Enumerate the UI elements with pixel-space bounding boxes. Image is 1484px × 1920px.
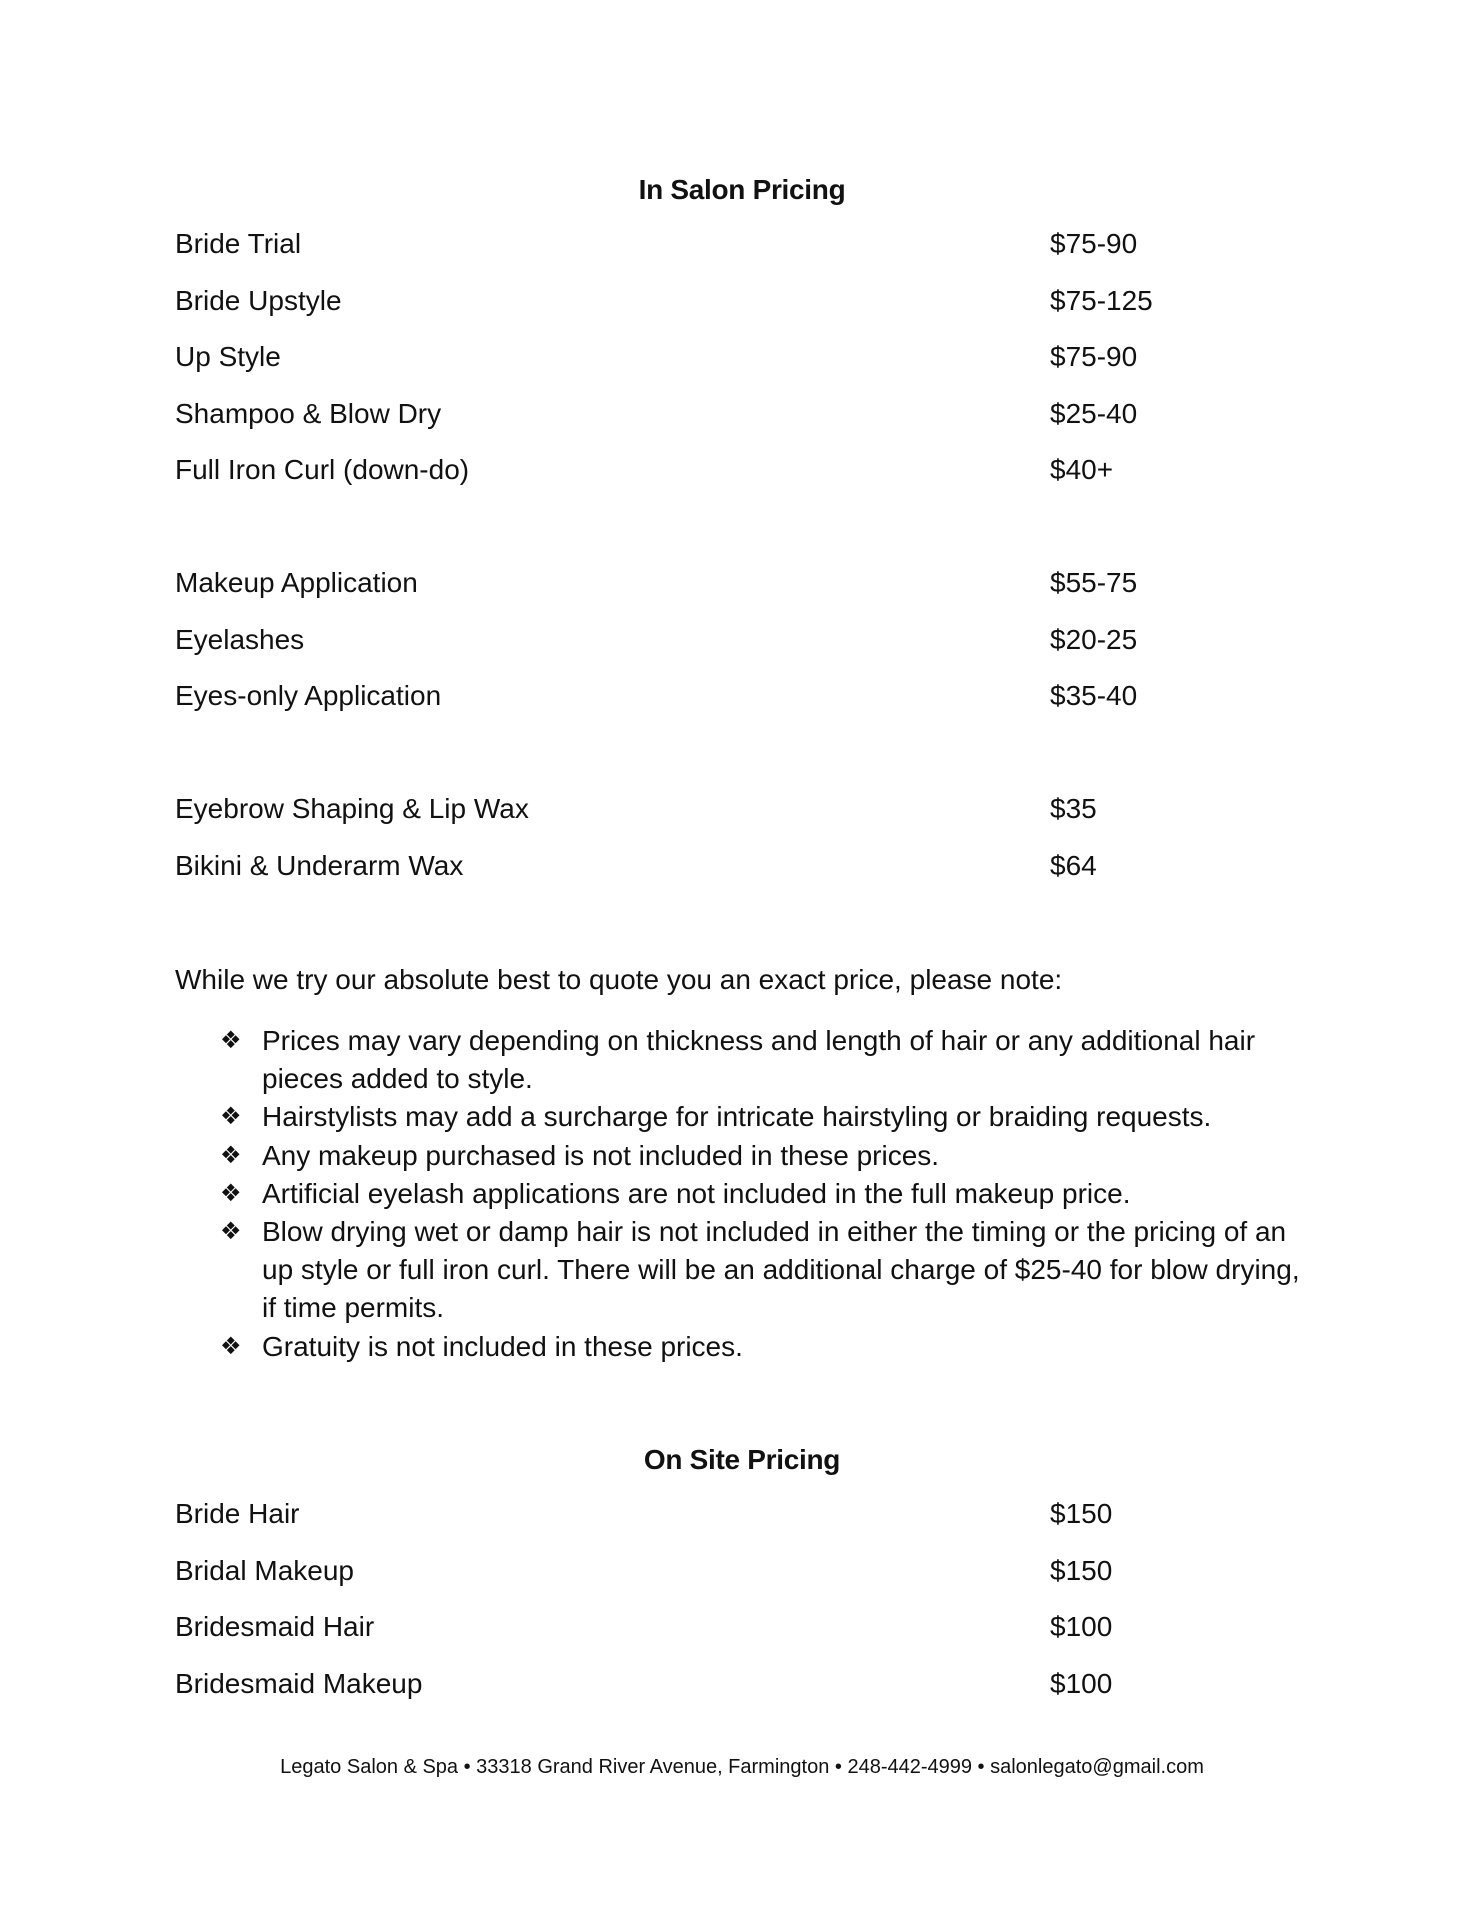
note-text: Artificial eyelash applications are not included in the full makeup price. — [262, 1177, 1131, 1209]
diamond-bullet-icon: ❖ — [220, 1027, 242, 1054]
price-row-bridal-makeup — [175, 1555, 1325, 1595]
service-price: $35 — [1050, 793, 1097, 824]
diamond-bullet-icon: ❖ — [220, 1179, 242, 1207]
service-price: $75-90 — [1050, 341, 1138, 372]
list-item — [220, 1137, 1320, 1175]
service-price: $25-40 — [1050, 398, 1138, 429]
service-price: $100 — [1050, 1611, 1113, 1642]
list-item — [220, 1213, 1320, 1328]
price-row-bridesmaid-makeup — [175, 1668, 1325, 1708]
note-text: Blow drying wet or damp hair is not included in either the timing or the pricing of an up style or full iron curl. There will be an additional charge of $25-40 for blow drying, if time permits. — [262, 1216, 1300, 1324]
diamond-bullet-icon: ❖ — [220, 1141, 242, 1169]
service-price: $40+ — [1050, 454, 1114, 485]
price-row-bride-trial — [175, 228, 1325, 268]
diamond-bullet-icon: ❖ — [220, 1332, 242, 1360]
price-row-bride-upstyle — [175, 285, 1325, 325]
service-price: $75-90 — [1050, 228, 1138, 259]
price-row-full-iron-curl — [175, 454, 1325, 494]
service-label: Shampoo & Blow Dry — [175, 398, 442, 429]
diamond-bullet-icon: ❖ — [220, 1103, 242, 1131]
service-label: Full Iron Curl (down-do) — [175, 454, 470, 485]
service-label: Makeup Application — [175, 567, 418, 598]
price-row-bride-hair — [175, 1498, 1325, 1538]
list-item — [220, 1022, 1320, 1098]
service-label: Eyes-only Application — [175, 680, 442, 711]
on-site-title: On Site Pricing — [643, 1444, 841, 1475]
service-price: $150 — [1050, 1555, 1113, 1586]
footer-contact: Legato Salon & Spa • 33318 Grand River Avenue, Farmington • 248-442-4999 • salonlegato@gmail.com — [280, 1756, 1204, 1778]
service-price: $75-125 — [1050, 285, 1153, 316]
service-price: $55-75 — [1050, 567, 1138, 598]
notes-list — [220, 1022, 1320, 1366]
service-price: $100 — [1050, 1668, 1113, 1699]
note-text: Hairstylists may add a surcharge for intricate hairstyling or braiding requests. — [262, 1101, 1212, 1133]
price-row-eyelashes — [175, 624, 1325, 664]
price-row-bikini-underarm-wax — [175, 850, 1325, 890]
price-row-eyes-only — [175, 680, 1325, 720]
price-row-makeup-application — [175, 567, 1325, 607]
note-text: Prices may vary depending on thickness and length of hair or any additional hair pieces added to style. — [262, 1025, 1256, 1095]
service-label: Eyebrow Shaping & Lip Wax — [175, 793, 529, 824]
price-row-bridesmaid-hair — [175, 1611, 1325, 1651]
list-item — [220, 1175, 1320, 1213]
list-item — [220, 1328, 1320, 1366]
service-label: Bride Trial — [175, 228, 302, 259]
service-label: Bride Hair — [175, 1498, 300, 1529]
list-item — [220, 1098, 1320, 1136]
service-price: $20-25 — [1050, 624, 1138, 655]
service-price: $64 — [1050, 850, 1097, 881]
service-price: $35-40 — [1050, 680, 1138, 711]
diamond-bullet-icon: ❖ — [220, 1218, 242, 1246]
service-label: Bride Upstyle — [175, 285, 342, 316]
service-label: Bridal Makeup — [175, 1555, 354, 1586]
service-label: Bridesmaid Makeup — [175, 1668, 423, 1699]
service-label: Eyelashes — [175, 624, 305, 655]
service-label: Bikini & Underarm Wax — [175, 850, 464, 881]
in-salon-title: In Salon Pricing — [638, 174, 846, 205]
notes-intro: While we try our absolute best to quote you an exact price, please note: — [175, 964, 1063, 995]
price-row-up-style — [175, 341, 1325, 381]
service-price: $150 — [1050, 1498, 1113, 1529]
price-row-eyebrow-lip-wax — [175, 793, 1325, 833]
note-text: Gratuity is not included in these prices. — [262, 1330, 743, 1362]
note-text: Any makeup purchased is not included in these prices. — [262, 1139, 940, 1171]
service-label: Up Style — [175, 341, 281, 372]
service-label: Bridesmaid Hair — [175, 1611, 375, 1642]
price-row-shampoo-blow-dry — [175, 398, 1325, 438]
